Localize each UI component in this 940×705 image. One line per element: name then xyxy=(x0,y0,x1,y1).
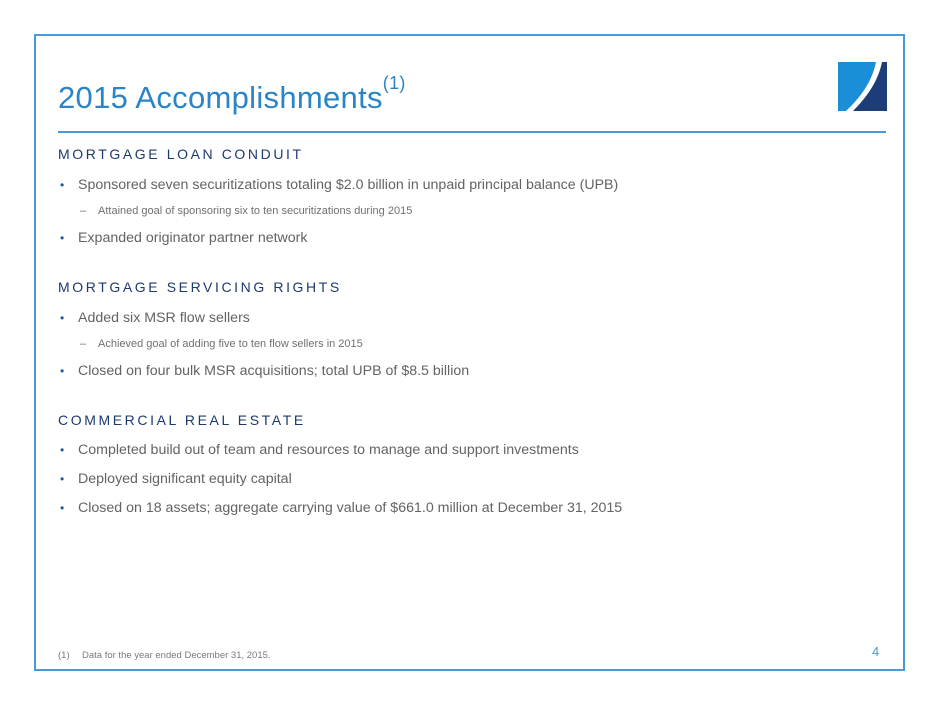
bullet-icon: • xyxy=(60,178,65,192)
list-item xyxy=(60,499,622,517)
sub-list-item-text: Attained goal of sponsoring six to ten securitizations during 2015 xyxy=(98,205,413,217)
sub-list-item-text: Achieved goal of adding five to ten flow sellers in 2015 xyxy=(98,338,363,350)
list-item-text: Closed on 18 assets; aggregate carrying value of $661.0 million at December 31, 2015 xyxy=(78,500,623,516)
list-item xyxy=(60,441,579,459)
slide-frame xyxy=(34,34,905,671)
footnote xyxy=(58,650,271,662)
footnote-text: Data for the year ended December 31, 2015. xyxy=(82,650,271,661)
list-item xyxy=(60,229,308,247)
title-divider xyxy=(58,131,886,133)
section-heading-commercial-real-estate: COMMERCIAL REAL ESTATE xyxy=(58,412,306,428)
bullet-icon: • xyxy=(60,231,65,245)
section-heading-mortgage-servicing-rights: MORTGAGE SERVICING RIGHTS xyxy=(58,279,342,295)
bullet-icon: • xyxy=(60,501,65,515)
list-item xyxy=(60,309,250,327)
sub-list-item xyxy=(80,337,363,351)
dash-icon: – xyxy=(80,338,87,350)
title-footnote-ref: (1) xyxy=(382,73,406,93)
sub-list-item xyxy=(80,204,412,218)
bullet-icon: • xyxy=(60,443,65,457)
bullet-icon: • xyxy=(60,472,65,486)
bullet-icon: • xyxy=(60,364,65,378)
list-item xyxy=(60,362,469,380)
list-item-text: Completed build out of team and resources to manage and support investments xyxy=(78,442,579,458)
dash-icon: – xyxy=(80,205,87,217)
slide-title-text: 2015 Accomplishments xyxy=(58,80,383,115)
footnote-marker: (1) xyxy=(58,650,70,661)
list-item-text: Deployed significant equity capital xyxy=(78,471,292,487)
bullet-icon: • xyxy=(60,311,65,325)
list-item-text: Sponsored seven securitizations totaling $2.0 billion in unpaid principal balance (UPB) xyxy=(78,177,619,193)
list-item xyxy=(60,470,292,488)
list-item-text: Closed on four bulk MSR acquisitions; total UPB of $8.5 billion xyxy=(78,363,470,379)
slide-title xyxy=(58,73,406,118)
list-item xyxy=(60,176,618,194)
company-logo-icon xyxy=(838,62,887,111)
list-item-text: Expanded originator partner network xyxy=(78,230,308,246)
page-number: 4 xyxy=(872,644,880,659)
section-heading-mortgage-loan-conduit: MORTGAGE LOAN CONDUIT xyxy=(58,146,304,162)
list-item-text: Added six MSR flow sellers xyxy=(78,310,250,326)
